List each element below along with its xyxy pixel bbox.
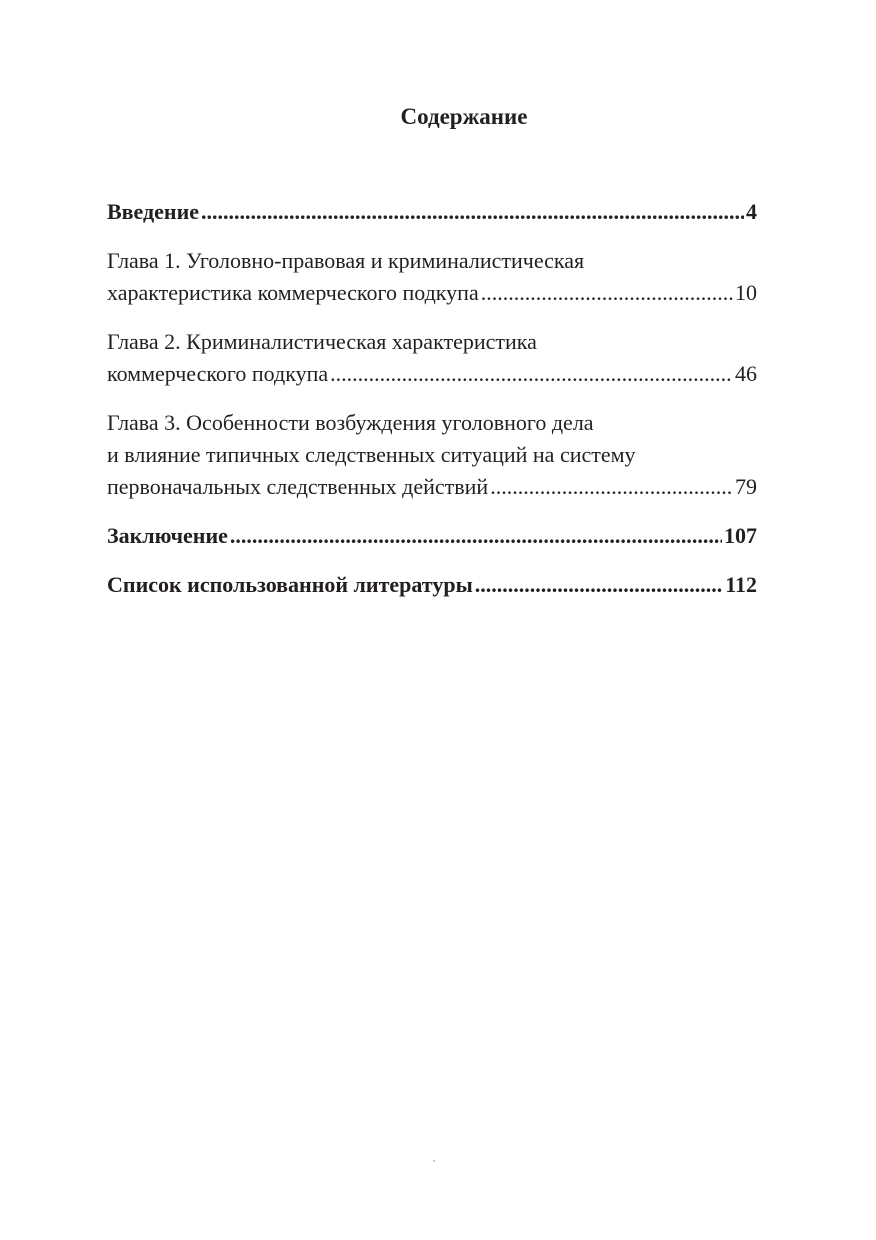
table-of-contents xyxy=(107,196,757,618)
toc-entry-title: Заключение xyxy=(107,523,228,548)
toc-entry-title: Введение xyxy=(107,199,200,224)
dot-leader xyxy=(201,196,744,228)
toc-page-number: 79 xyxy=(735,474,757,499)
dot-leader xyxy=(475,569,723,601)
toc-entry-chapter-2[interactable] xyxy=(107,326,757,390)
toc-page-number: 4 xyxy=(746,199,757,224)
toc-entry-title-line: Глава 3. Особенности возбуждения уголовного дела xyxy=(107,410,594,435)
dot-leader xyxy=(330,358,733,390)
toc-entry-conclusion[interactable] xyxy=(107,520,757,552)
dot-leader xyxy=(481,277,733,309)
toc-entry-title-line: первоначальных следственных действий xyxy=(107,474,489,499)
toc-entry-chapter-1[interactable] xyxy=(107,245,757,309)
toc-page-number: 112 xyxy=(725,572,757,597)
toc-entry-title-line: Глава 1. Уголовно-правовая и криминалистическая xyxy=(107,248,585,273)
toc-entry-chapter-3[interactable] xyxy=(107,407,757,503)
toc-entry-title-line: Глава 2. Криминалистическая характеристика xyxy=(107,329,537,354)
toc-entry-title-line: характеристика коммерческого подкупа xyxy=(107,280,479,305)
toc-entry-title-line: коммерческого подкупа xyxy=(107,361,329,386)
toc-entry-introduction[interactable] xyxy=(107,196,757,228)
dot-leader xyxy=(490,471,733,503)
toc-page-number: 10 xyxy=(735,280,757,305)
toc-entry-bibliography[interactable] xyxy=(107,569,757,601)
footer-mark xyxy=(433,1160,435,1162)
toc-entry-title-line: и влияние типичных следственных ситуаций на систему xyxy=(107,442,636,467)
toc-page-number: 107 xyxy=(724,523,757,548)
dot-leader xyxy=(230,520,722,552)
toc-entry-title: Список использованной литературы xyxy=(107,572,473,597)
page-title: Содержание xyxy=(400,104,528,129)
toc-page-number: 46 xyxy=(735,361,757,386)
